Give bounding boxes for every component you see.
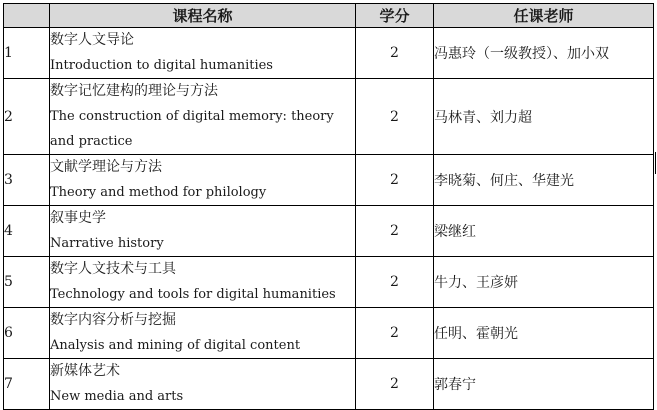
- course-instructor: 郭春宁: [434, 359, 654, 410]
- table-header-row: [4, 4, 654, 28]
- table-row: [4, 79, 654, 155]
- course-index: 2: [4, 79, 50, 155]
- course-instructor: 牛力、王彦妍: [434, 257, 654, 308]
- course-name-cell: [50, 79, 356, 155]
- course-name-en: Theory and method for philology: [50, 185, 267, 200]
- course-name-cell: [50, 28, 356, 79]
- course-index: 5: [4, 257, 50, 308]
- course-name-zh: 数字人文技术与工具: [50, 261, 176, 277]
- course-name-en: Introduction to digital humanities: [50, 58, 273, 73]
- course-name-cell: [50, 359, 356, 410]
- course-index: 3: [4, 155, 50, 206]
- header-credits: 学分: [356, 4, 434, 28]
- header-index: [4, 4, 50, 28]
- header-instructor: 任课老师: [434, 4, 654, 28]
- course-name-zh: 数字人文导论: [50, 32, 134, 48]
- course-table: [3, 3, 654, 410]
- course-credits: 2: [356, 308, 434, 359]
- table-row: [4, 28, 654, 79]
- course-instructor: 马林青、刘力超: [434, 79, 654, 155]
- table-row: [4, 359, 654, 410]
- course-instructor: 冯惠玲（一级教授）、加小双: [434, 28, 654, 79]
- course-credits: 2: [356, 155, 434, 206]
- course-instructor: 梁继红: [434, 206, 654, 257]
- course-index: 1: [4, 28, 50, 79]
- course-name-zh: 数字内容分析与挖掘: [50, 312, 176, 328]
- course-name-en: Analysis and mining of digital content: [50, 338, 301, 353]
- course-instructor: 任明、霍朝光: [434, 308, 654, 359]
- table-row: [4, 308, 654, 359]
- course-name-en: New media and arts: [50, 389, 184, 404]
- course-credits: 2: [356, 206, 434, 257]
- course-index: 6: [4, 308, 50, 359]
- course-name-en: Narrative history: [50, 236, 164, 251]
- header-course-name: 课程名称: [50, 4, 356, 28]
- table-row: [4, 257, 654, 308]
- table-row: [4, 155, 654, 206]
- course-credits: 2: [356, 28, 434, 79]
- table-row: [4, 206, 654, 257]
- course-credits: 2: [356, 79, 434, 155]
- course-name-zh: 数字记忆建构的理论与方法: [50, 83, 218, 99]
- course-name-zh: 文献学理论与方法: [50, 159, 162, 175]
- course-credits: 2: [356, 257, 434, 308]
- course-name-cell: [50, 155, 356, 206]
- edge-tick-mark: [655, 152, 656, 174]
- course-index: 7: [4, 359, 50, 410]
- course-name-cell: [50, 308, 356, 359]
- course-name-en: Technology and tools for digital humanities: [50, 287, 336, 302]
- course-instructor: 李晓菊、何庄、华建光: [434, 155, 654, 206]
- course-credits: 2: [356, 359, 434, 410]
- course-name-zh: 叙事史学: [50, 210, 106, 226]
- course-index: 4: [4, 206, 50, 257]
- course-name-cell: [50, 257, 356, 308]
- course-name-cell: [50, 206, 356, 257]
- course-name-zh: 新媒体艺术: [50, 363, 120, 379]
- course-name-en: The construction of digital memory: theory and practice: [50, 109, 334, 149]
